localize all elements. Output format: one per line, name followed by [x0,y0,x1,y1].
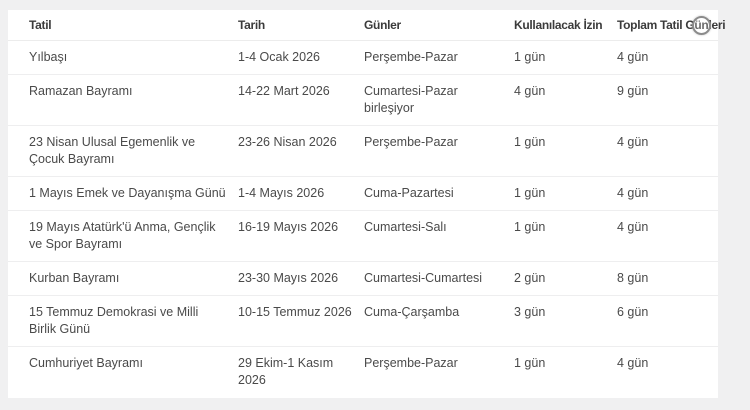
cell-days: Cumartesi-Cumartesi [364,271,483,285]
cell-leave-used: 1 gün [514,50,546,64]
cell-date: 10-15 Temmuz 2026 [238,305,352,319]
column-header-gunler: Günler [364,18,401,32]
column-header-tatil: Tatil [29,18,52,32]
cell-holiday: Kurban Bayramı [29,271,120,285]
cell-holiday: 19 Mayıs Atatürk'ü Anma, Gençlik ve Spor Bayramı [29,220,216,251]
cell-leave-used: 4 gün [514,84,546,98]
cell-holiday: Cumhuriyet Bayramı [29,356,143,370]
column-header-toplam-tatil-gunleri: Toplam Tatil Günleri [617,18,726,32]
cell-holiday: Ramazan Bayramı [29,84,133,98]
cell-holiday: 1 Mayıs Emek ve Dayanışma Günü [29,186,226,200]
cell-leave-used: 1 gün [514,186,546,200]
cell-days: Cuma-Çarşamba [364,305,460,319]
cell-total-days: 6 gün [617,305,649,319]
cell-days: Perşembe-Pazar [364,50,458,64]
cell-leave-used: 2 gün [514,271,546,285]
cell-total-days: 4 gün [617,356,649,370]
holiday-table-card [8,10,726,398]
cell-date: 16-19 Mayıs 2026 [238,220,339,234]
cell-days: Cumartesi-Pazar birleşiyor [364,84,458,115]
mouse-cursor-icon [692,16,711,35]
cell-date: 1-4 Mayıs 2026 [238,186,325,200]
cell-date: 23-30 Mayıs 2026 [238,271,339,285]
table-row [8,296,718,347]
cell-total-days: 9 gün [617,84,649,98]
cell-days: Cuma-Pazartesi [364,186,454,200]
cell-total-days: 4 gün [617,135,649,149]
cell-days: Perşembe-Pazar [364,356,458,370]
cell-total-days: 4 gün [617,50,649,64]
cell-days: Perşembe-Pazar [364,135,458,149]
cell-leave-used: 1 gün [514,356,546,370]
cell-leave-used: 3 gün [514,305,546,319]
table-row [8,41,718,75]
cell-holiday: 15 Temmuz Demokrasi ve Milli Birlik Günü [29,305,199,336]
table-row [8,347,718,397]
cell-holiday: 23 Nisan Ulusal Egemenlik ve Çocuk Bayramı [29,135,196,166]
table-row [8,177,718,211]
table-row [8,211,718,262]
table-row [8,262,718,296]
table-row [8,75,718,126]
cell-date: 29 Ekim-1 Kasım 2026 [238,356,334,387]
cell-date: 14-22 Mart 2026 [238,84,330,98]
table-header-row [8,10,726,41]
cell-total-days: 8 gün [617,271,649,285]
cell-date: 1-4 Ocak 2026 [238,50,320,64]
cell-leave-used: 1 gün [514,220,546,234]
column-header-tarih: Tarih [238,18,265,32]
cell-holiday: Yılbaşı [29,50,68,64]
table-row [8,126,718,177]
cell-leave-used: 1 gün [514,135,546,149]
cell-days: Cumartesi-Salı [364,220,447,234]
cell-total-days: 4 gün [617,186,649,200]
column-header-kullanilacak-izin: Kullanılacak İzin [514,18,603,32]
cell-total-days: 4 gün [617,220,649,234]
cell-date: 23-26 Nisan 2026 [238,135,337,149]
